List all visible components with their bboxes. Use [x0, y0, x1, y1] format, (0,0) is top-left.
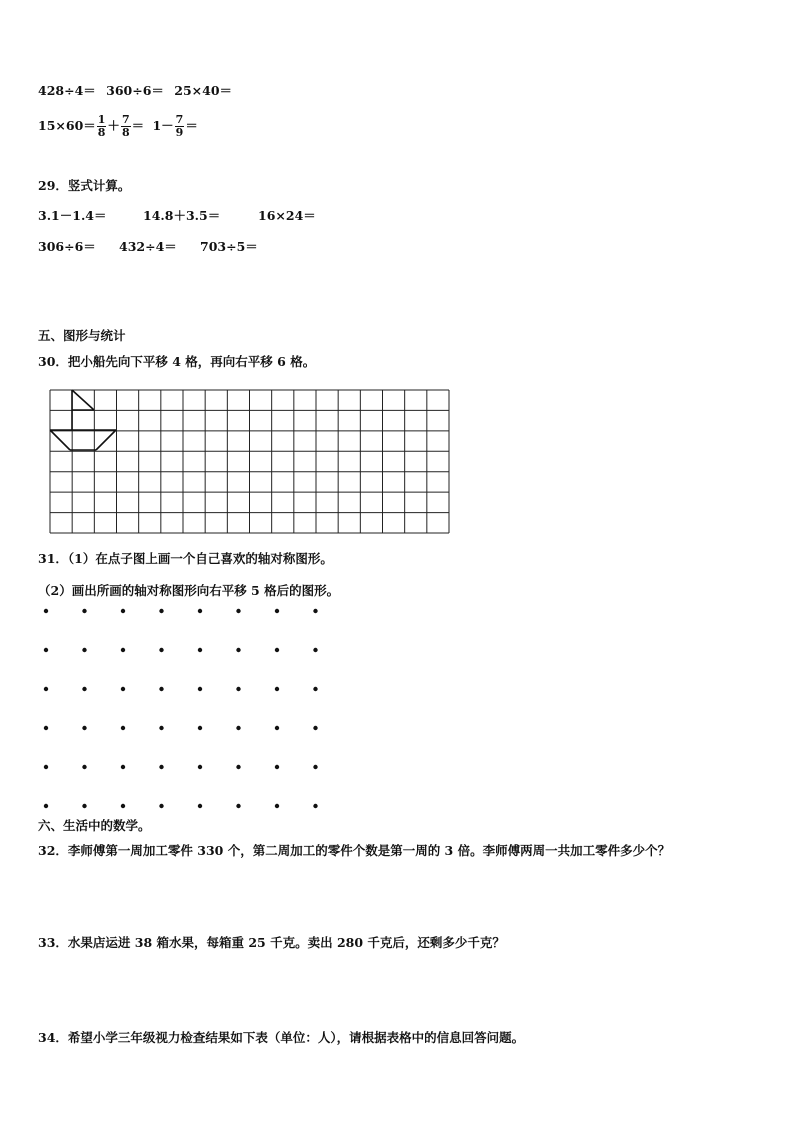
- equals-sign: ＝: [131, 118, 145, 133]
- grid-dot: [44, 648, 48, 652]
- q29-row1-item: 3.1－1.4＝: [38, 208, 107, 223]
- grid-dot: [82, 687, 86, 691]
- q34-text: 34．希望小学三年级视力检查结果如下表（单位：人），请根据表格中的信息回答问题。: [38, 1030, 525, 1045]
- q30-title: 30．把小船先向下平移 4 格，再向右平移 6 格。: [38, 354, 316, 369]
- grid-dot: [275, 648, 279, 652]
- grid-dot: [121, 726, 125, 730]
- grid-dot: [198, 609, 202, 613]
- grid-dot: [121, 687, 125, 691]
- q33-text: 33．水果店运进 38 箱水果，每箱重 25 千克。卖出 280 千克后，还剩多少千克？: [38, 935, 505, 950]
- fraction-denominator: 8: [97, 126, 106, 139]
- q31-part2: （2）画出所画的轴对称图形向右平移 5 格后的图形。: [38, 583, 340, 598]
- grid-dot: [313, 648, 317, 652]
- grid-dot: [82, 726, 86, 730]
- grid-dot: [236, 804, 240, 808]
- grid-dot: [313, 609, 317, 613]
- grid-dot: [313, 804, 317, 808]
- grid-dot: [198, 804, 202, 808]
- grid-dot: [313, 765, 317, 769]
- grid-dot: [275, 726, 279, 730]
- fraction-numerator: 7: [175, 113, 184, 126]
- grid-dot: [313, 687, 317, 691]
- grid-dot: [236, 687, 240, 691]
- grid-dot: [121, 804, 125, 808]
- grid-dot: [121, 765, 125, 769]
- grid-dot: [82, 804, 86, 808]
- q29-row2-item: 432÷4＝: [119, 239, 177, 254]
- fraction-denominator: 8: [121, 126, 130, 139]
- equals-sign: ＝: [185, 118, 198, 133]
- grid-dot: [159, 687, 163, 691]
- grid-dot: [44, 609, 48, 613]
- grid-dot: [198, 687, 202, 691]
- section-5-title: 五、图形与统计: [38, 328, 126, 343]
- grid-dot: [159, 804, 163, 808]
- grid-dot: [198, 648, 202, 652]
- q29-row1-item: 16×24＝: [258, 208, 316, 223]
- grid-dot: [44, 765, 48, 769]
- grid-dot: [82, 765, 86, 769]
- plus-sign: ＋: [107, 118, 120, 133]
- grid-dot: [275, 804, 279, 808]
- calc-item: 1－: [152, 118, 174, 133]
- grid-dot: [313, 726, 317, 730]
- q32-text: 32．李师傅第一周加工零件 330 个，第二周加工的零件个数是第一周的 3 倍。李师傅两周一共加工零件多少个？: [38, 843, 671, 858]
- q31-part1: 31．（1）在点子图上画一个自己喜欢的轴对称图形。: [38, 551, 333, 566]
- section-6-title: 六、生活中的数学。: [38, 818, 151, 833]
- grid-dot: [82, 609, 86, 613]
- grid-dot: [44, 804, 48, 808]
- grid-dot: [236, 648, 240, 652]
- grid-dot: [121, 609, 125, 613]
- fraction-numerator: 7: [121, 113, 130, 126]
- grid-dot: [159, 609, 163, 613]
- grid-dot: [159, 765, 163, 769]
- grid-dot: [236, 609, 240, 613]
- grid-dot: [82, 648, 86, 652]
- grid-dot: [159, 648, 163, 652]
- grid-dot: [159, 726, 163, 730]
- q29-row1-item: 14.8＋3.5＝: [143, 208, 221, 223]
- dots: [44, 609, 318, 808]
- calc-item: 25×40＝: [174, 83, 233, 98]
- q29-title: 29．竖式计算。: [38, 178, 131, 193]
- grid-dot: [198, 726, 202, 730]
- grid-dot: [236, 726, 240, 730]
- calc-item: 360÷6＝: [106, 83, 164, 98]
- q29-row2-item: 703÷5＝: [200, 239, 258, 254]
- grid-dot: [44, 687, 48, 691]
- calc-item: 428÷4＝: [38, 83, 96, 98]
- fraction-denominator: 9: [175, 126, 184, 139]
- grid-dot: [236, 765, 240, 769]
- grid-dot: [275, 765, 279, 769]
- q29-row2-item: 306÷6＝: [38, 239, 96, 254]
- grid-dot: [198, 765, 202, 769]
- grid-dot: [44, 726, 48, 730]
- calc-item: 15×60＝: [38, 118, 96, 133]
- grid-dot: [275, 609, 279, 613]
- fraction-numerator: 1: [97, 113, 106, 126]
- grid-dot: [121, 648, 125, 652]
- grid-dot: [275, 687, 279, 691]
